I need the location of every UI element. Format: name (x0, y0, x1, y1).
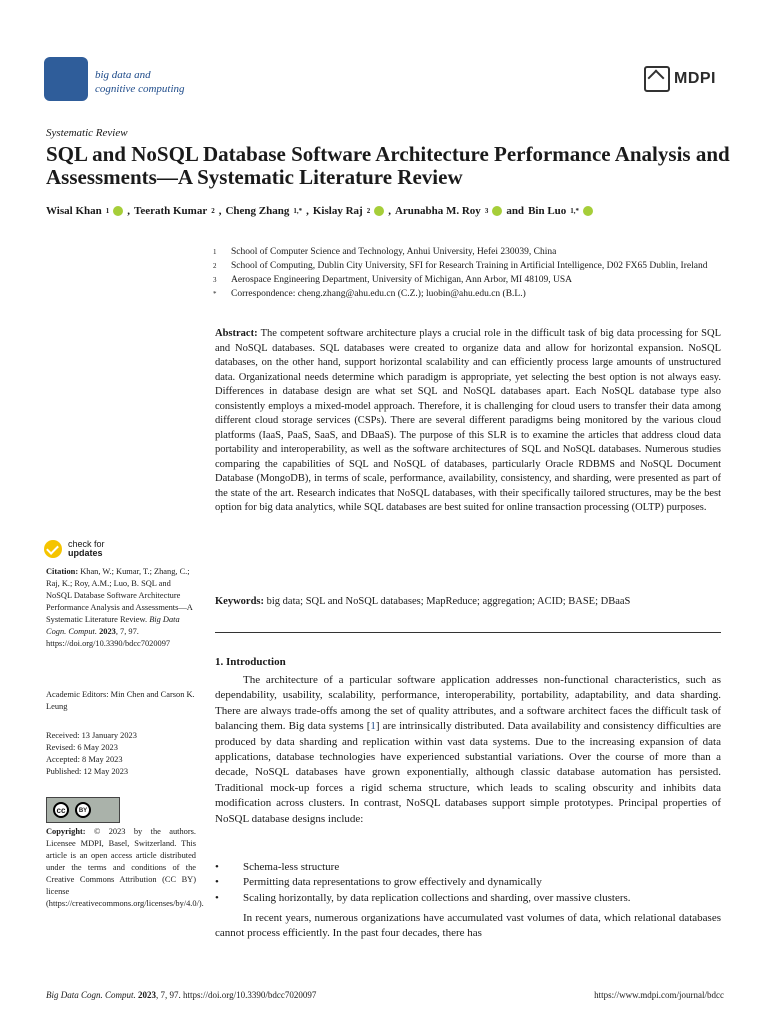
list-item: • Scaling horizontally, by data replication collections and sharding, over massive clusters. (215, 891, 721, 906)
bullet-icon: • (215, 861, 219, 873)
author-name: Arunabha M. Roy (394, 205, 481, 217)
reference-link[interactable]: 1 (370, 720, 376, 733)
author-affil-sup: 1,* (293, 207, 303, 215)
check-icon (44, 540, 62, 558)
author-list: Wisal Khan 1 , Teerath Kumar 2 , Cheng Zhang 1,* , Kislay Raj 2 , Arunabha M. Roy 3 and Bin Luo 1,* (46, 205, 746, 217)
journal-logo (44, 57, 88, 101)
author-name: Kislay Raj (312, 205, 363, 217)
mdpi-icon (644, 66, 670, 92)
affiliation-item: 3 Aerospace Engineering Department, University of Michigan, Ann Arbor, MI 48109, USA (213, 275, 573, 285)
author-affil-sup: 2 (366, 207, 371, 215)
list-item: • Permitting data representations to grow effectively and dynamically (215, 875, 721, 890)
citation: Citation: Khan, W.; Kumar, T.; Zhang, C.; Raj, K.; Roy, A.M.; Luo, B. SQL and NoSQL Database Software Architecture Performance Analysis and Assessments—A Systematic Literature Review. Big Data Cogn. Comput. 2023, 7, 97. https://doi.org/10.3390/bdcc7020097 (46, 567, 193, 648)
bullet-list (215, 860, 721, 906)
section-heading: 1. Introduction (215, 656, 286, 668)
cc-icon: cc (53, 802, 69, 818)
author-affil-sup: 3 (484, 207, 489, 215)
keywords-label: Keywords: (215, 596, 264, 607)
author-name: Bin Luo (528, 205, 567, 217)
article-title: SQL and NoSQL Database Software Architecture Performance Analysis and Assessments—A Systematic Literature Review (46, 142, 730, 189)
publication-dates: Received: 13 January 2023 Revised: 6 May 2023 Accepted: 8 May 2023 Published: 12 May 2023 (46, 731, 137, 776)
cc-by-license-badge[interactable] (46, 797, 120, 823)
academic-editors: Academic Editors: Min Chen and Carson K. Leung (46, 690, 195, 711)
affiliations (213, 246, 713, 302)
orcid-icon[interactable] (374, 206, 384, 216)
author-affil-sup: 1,* (570, 207, 580, 215)
orcid-icon[interactable] (583, 206, 593, 216)
divider (215, 632, 721, 633)
affiliation-item: * Correspondence: cheng.zhang@ahu.edu.cn (C.Z.); luobin@ahu.edu.cn (B.L.) (213, 289, 526, 299)
intro-paragraph: The architecture of a particular software application addresses non-functional characteristics, such as dependability, usability, scalability, performance, interoperability, portability, adaptability, and data sharding. There are always trade-offs among the set of quality attributes, and a software architect faces the difficult task of balancing them. Big data systems [1] are intrinsically distributed. Data availability and consistency difficulties are produced by data sharding and replication within vast data systems. Due to the increasing expansion of data applications, database technologies have experienced substantial variations. Over the course of more than a decade, NoSQL databases have grown exponentially, although classic database automation has persisted. Traditional mock-up forces a rigid schema structure, which leads to scaling obscurity and inhibits data modification across clusters. In contrast, NoSQL databases support simple prototypes. Principal properties of NoSQL database designs include: (215, 674, 721, 825)
article-type: Systematic Review (46, 127, 128, 139)
copyright: Copyright: © 2023 by the authors. Licensee MDPI, Basel, Switzerland. This article is an open access article distributed under the terms and conditions of the Creative Commons Attribution (CC BY) license (https://creativecommons.org/licenses/by/4.0/). (46, 827, 204, 908)
mdpi-logo: MDPI (644, 66, 716, 92)
abstract (215, 327, 721, 516)
bullet-icon: • (215, 891, 219, 904)
author-name: Wisal Khan (46, 205, 102, 217)
abstract-label: Abstract: (215, 328, 258, 339)
list-item: • Schema-less structure (215, 860, 721, 875)
footer-citation: Big Data Cogn. Comput. 2023, 7, 97. https://doi.org/10.3390/bdcc7020097 (46, 990, 317, 1000)
author-name: Cheng Zhang (225, 205, 290, 217)
affiliation-item: 2 School of Computing, Dublin City University, SFI for Research Training in Artificial Intelligence, D02 FX65 Dublin, Ireland (213, 261, 708, 271)
affiliation-item: 1 School of Computer Science and Technology, Anhui University, Hefei 230039, China (213, 247, 557, 257)
abstract-text: The competent software architecture plays a crucial role in the difficult task of big data processing for SQL and NoSQL databases. SQL databases were created to organize data and allow for horizontal expansion. NoSQL databases, on the other hand, support horizontal scalability and can efficiently process large amounts of unstructured data. Organizational needs determine which paradigm is appropriate, yet selecting the best option is not always easy. Differences in database design are what set SQL and NoSQL databases apart. Each NoSQL database type also consistently employs a mixed-model approach. Therefore, it is challenging for cloud users to transfer their data among different cloud storage services (CSPs). There are several different paradigms being monitored by the various cloud platforms (IaaS, PaaS, SaaS, and DBaaS). The purpose of this SLR is to examine the articles that address cloud data portability and interoperability, as well as the software architectures of SQL and NoSQL databases. Numerous studies comparing the capabilities of SQL and NoSQL of databases, particularly Oracle RDBMS and NoSQL Document Database (MongoDB), in terms of scale, performance, availability, consistency, and sharding, were presented as part of the state of the art. Research indicates that NoSQL databases, with their specifically tailored structures, may be the best option for big data analytics, while SQL databases are best suited for online transaction processing (OLTP) purposes. (215, 328, 721, 513)
intro-paragraph-2: In recent years, numerous organizations have accumulated vast volumes of data, which relational databases cannot process efficiently. In the past four decades, there has (215, 912, 721, 940)
check-for-updates-button[interactable]: check for updates (44, 540, 105, 558)
author-name: Teerath Kumar (134, 205, 208, 217)
by-icon: BY (75, 802, 91, 818)
author-affil-sup: 1 (105, 207, 110, 215)
bullet-icon: • (215, 876, 219, 889)
keywords (215, 596, 721, 607)
orcid-icon[interactable] (492, 206, 502, 216)
author-affil-sup: 2 (211, 207, 215, 215)
journal-name: big data and cognitive computing (95, 69, 185, 95)
keywords-text: big data; SQL and NoSQL databases; MapReduce; aggregation; ACID; BASE; DBaaS (266, 596, 631, 607)
orcid-icon[interactable] (113, 206, 123, 216)
footer-journal-url[interactable]: https://www.mdpi.com/journal/bdcc (594, 990, 724, 1000)
